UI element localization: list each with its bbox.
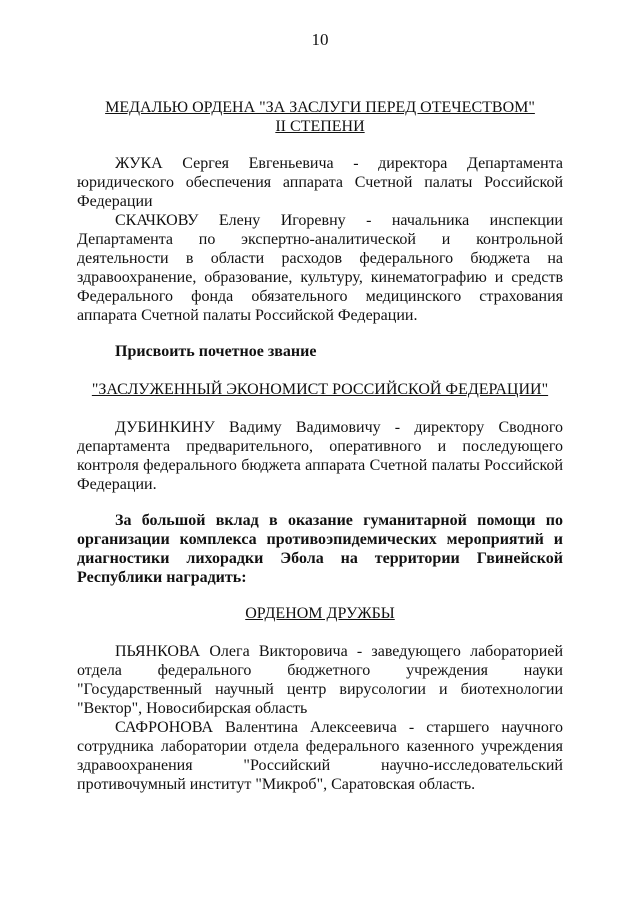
page-number: 10 (311, 30, 329, 49)
award-entry-skachkova: СКАЧКОВУ Елену Игоревну - начальника инспекции Департамента по экспертно-аналитической и контрольной деятельности в области расходов федерального бюджета на здравоохранение, образование, культуру, кинематографию и средств Федерального фонда обязательного медицинского страхования аппарата Счетной палаты Российской Федерации. (77, 212, 563, 324)
humanitarian-aid-intro: За большой вклад в оказание гуманитарной помощи по организации комплекса противоэпидемических мероприятий и диагностики лихорадки Эбола на территории Гвинейской Республики наградить: (77, 512, 563, 586)
order-of-friendship-heading: ОРДЕНОМ ДРУЖБЫ (245, 605, 395, 622)
award-entry-safronov: САФРОНОВА Валентина Алексеевича - старшего научного сотрудника лаборатории отдела федерального казенного учреждения здравоохранения "Российский научно-исследовательский противочумный институт "Микроб", Саратовская область. (77, 719, 563, 793)
honorary-title-intro: Присвоить почетное звание (115, 343, 317, 360)
honorary-title-heading: "ЗАСЛУЖЕННЫЙ ЭКОНОМИСТ РОССИЙСКОЙ ФЕДЕРАЦИИ" (91, 381, 549, 398)
award-entry-dubinkin: ДУБИНКИНУ Вадиму Вадимовичу - директору Сводного департамента предварительного, оперативного и последующего контроля федерального бюджета аппарата Счетной палаты Российской Федерации. (77, 419, 563, 493)
award-heading-medal-line2: II СТЕПЕНИ (275, 118, 365, 135)
award-heading-medal-line1: МЕДАЛЬЮ ОРДЕНА "ЗА ЗАСЛУГИ ПЕРЕД ОТЕЧЕСТВОМ" (105, 99, 535, 116)
award-entry-zhuk: ЖУКА Сергея Евгеньевича - директора Департамента юридического обеспечения аппарата Счетной палаты Российской Федерации (77, 155, 563, 210)
award-entry-pyankov: ПЬЯНКОВА Олега Викторовича - заведующего лабораторией отдела федерального бюджетного учреждения науки "Государственный научный центр вирусологии и биотехнологии "Вектор", Новосибирская область (77, 643, 563, 717)
